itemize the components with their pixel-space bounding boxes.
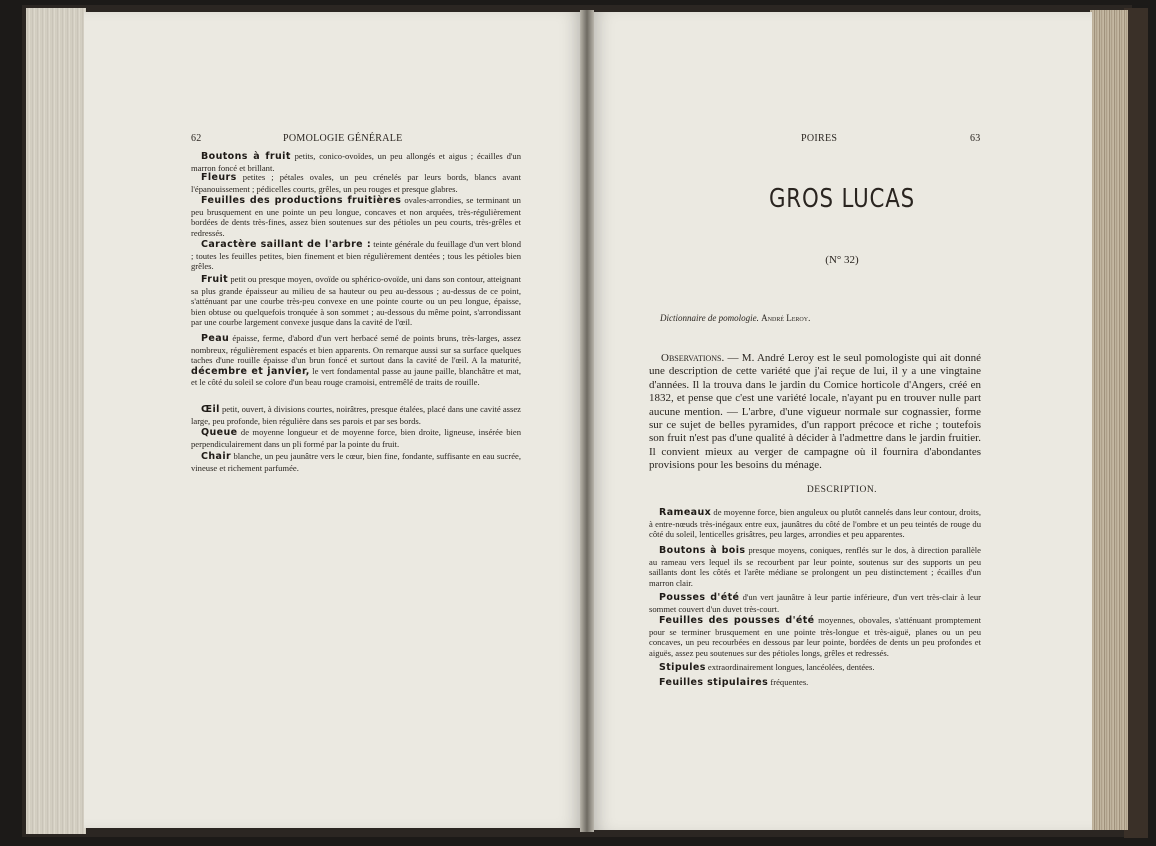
term-label: Fruit (201, 274, 229, 285)
term-label: Feuilles des productions fruitières (201, 195, 402, 206)
left-running-head: POMOLOGIE GÉNÉRALE (283, 133, 403, 144)
term-label: Queue (201, 427, 238, 438)
entry-fruit (191, 274, 521, 328)
left-page-number: 62 (191, 133, 202, 144)
entry-pousses-d-ete (649, 592, 981, 614)
entry-text: de moyenne force, bien anguleux ou plutôt cannelés dans leur contour, droits, à entre-nœuds très-inégaux entre eux, jaunâtres du côté de l'ombre et un peu teintés de rouge du côté du soleil, lenticelles grisâtres, peu larges, arrondies et peu apparentes. (649, 507, 981, 540)
term-label: Œil (201, 404, 220, 415)
entry-text: blanche, un peu jaunâtre vers le cœur, bien fine, fondante, suffisante en eau sucrée, vineuse et richement parfumée. (191, 451, 521, 473)
entry-text: épaisse, ferme, d'abord d'un vert herbacé semé de points bruns, très-larges, assez nombreux, régulièrement espacés et bien apparents. On remarque aussi sur sa surface quelques taches d'une rouille épaisse d'un brun foncé et surtout dans la cavité de l'œil. A la maturité, (191, 333, 521, 366)
term-label: Stipules (659, 662, 706, 673)
entry-text: petits, conico-ovoïdes, un peu allongés et aigus ; écailles d'un marron foncé et brillant. (191, 151, 522, 173)
entry-caractere-saillant (191, 239, 521, 272)
term-label: Peau (201, 333, 230, 344)
variety-number: (N° 32) (825, 254, 859, 266)
entry-chair (191, 451, 521, 473)
entry-peau (191, 333, 521, 388)
term-label: Feuilles des pousses d'été (659, 615, 815, 626)
entry-text: fréquentes. (770, 677, 809, 687)
term-label: Boutons à bois (659, 545, 746, 556)
term-label: Chair (201, 451, 232, 462)
entry-boutons-a-bois (649, 545, 981, 588)
description-heading: DESCRIPTION. (806, 485, 878, 495)
entry-text-continued: le vert fondamental passe au jaune paille, blanchâtre et mat, et le côté du soleil se colore d'un beau rouge cramoisi, entremêlé de traits de rouille. (191, 365, 521, 388)
entry-text: presque moyens, coniques, renflés sur le dos, à direction parallèle au rameau vers lequel ils se recourbent par leur pointe, soutenus sur des supports un peu saillants dont les côtés et l'arête médiane se prolongent un peu distinctement ; écailles d'un marron clair. (649, 545, 981, 588)
term-label: Caractère saillant de l'arbre : (201, 239, 372, 250)
observations-label: Observations. (661, 352, 725, 364)
term-label: Fleurs (201, 172, 237, 183)
entry-text: de moyenne longueur et de moyenne force, bien droite, ligneuse, insérée bien perpendiculairement dans un pli formé par la pointe du fruit. (191, 427, 521, 449)
entry-boutons-a-fruit (191, 151, 521, 173)
entry-text: petites ; pétales ovales, un peu crénelés par leurs bords, blancs avant l'épanouissement ; pédicelles courts, grêles, un peu rouges et presque glabres. (191, 172, 521, 194)
entry-text: d'un vert jaunâtre à leur partie inférieure, d'un vert très-clair à leur sommet couvert d'un duvet très-court. (649, 592, 981, 614)
right-running-head: POIRES (801, 133, 838, 144)
entry-fleurs (191, 172, 521, 194)
entry-feuilles-productions (191, 195, 521, 238)
source-reference (660, 313, 810, 323)
term-label: Feuilles stipulaires (659, 677, 769, 688)
entry-text: petit ou presque moyen, ovoïde ou sphérico-ovoïde, uni dans son contour, atteignant sa plus grande épaisseur au milieu de sa hauteur ou peu au-dessous ; au-dessus de ce point, s'atténuant par une courbe très-peu convexe en une pointe courte ou un peu longue, épaisse, bien obtuse ou quelquefois tronquée à son sommet ; au-dessous du même point, s'arrondissant par une courbe largement convexe jusque dans la cavité de l'œil. (191, 274, 521, 328)
source-author: André Leroy. (761, 313, 811, 323)
entry-oeil (191, 404, 521, 426)
term-label-maturity: décembre et janvier, (191, 365, 310, 377)
observations-paragraph (649, 352, 981, 473)
page-edges-left (26, 8, 86, 834)
entry-text: petit, ouvert, à divisions courtes, noirâtres, presque étalées, placé dans une cavité assez large, peu profonde, bien régulière dans ses parois et par ses bords. (191, 404, 521, 426)
entry-rameaux (649, 507, 981, 540)
term-label: Rameaux (659, 507, 712, 518)
entry-text: extraordinairement longues, lancéolées, dentées. (707, 662, 875, 672)
entry-text: teinte générale du feuillage d'un vert blond ; toutes les feuilles petites, bien finement et bien régulièrement dentées ; tous les pétioles bien grêles. (191, 239, 521, 272)
observations-text: — M. André Leroy est le seul pomologiste qui ait donné une description de cette variété que j'ai reçue de lui, il y a une vingtaine d'années. Il la trouva dans le jardin du Comice horticole d'Angers, créé en 1832, et pense que c'est une variété locale, n'ayant pu en trouver nulle part aucune mention. — L'arbre, d'une vigueur normale sur cognassier, forme sur ce sujet de belles pyramides, d'un rapport précoce et riche ; toutefois son fruit n'est pas d'une qualité à décider à l'admettre dans le jardin fruitier. Il convient mieux au verger de campagne où il fournira d'abondantes provisions pour les besoins du ménage. (649, 352, 981, 472)
entry-text: ovales-arrondies, se terminant un peu brusquement en une pointe un peu longue, concaves et non arquées, très-régulièrement bordées de dents très-fines, assez bien soutenues sur des pétioles un peu courts, très-grêles et redressés. (191, 195, 521, 238)
right-page-number: 63 (970, 133, 981, 144)
entry-feuilles-pousses (649, 615, 981, 658)
term-label: Boutons à fruit (201, 151, 291, 162)
variety-title: GROS LUCAS (768, 184, 916, 214)
source-title: Dictionnaire de pomologie. (660, 313, 759, 323)
page-edges-right (1090, 10, 1128, 830)
entry-feuilles-stipulaires (649, 677, 981, 689)
term-label: Pousses d'été (659, 592, 740, 603)
entry-queue (191, 427, 521, 449)
entry-stipules (649, 662, 981, 674)
entry-text: moyennes, obovales, s'atténuant promptement pour se terminer brusquement en une pointe très-longue et très-aiguë, planes ou un peu concaves, un peu recourbées en dessous par leur pointe, bordées de dents un peu profondes et aiguës, assez peu soutenues sur des pétioles longs, grêles et redressés. (649, 615, 981, 658)
book-gutter (580, 10, 594, 832)
